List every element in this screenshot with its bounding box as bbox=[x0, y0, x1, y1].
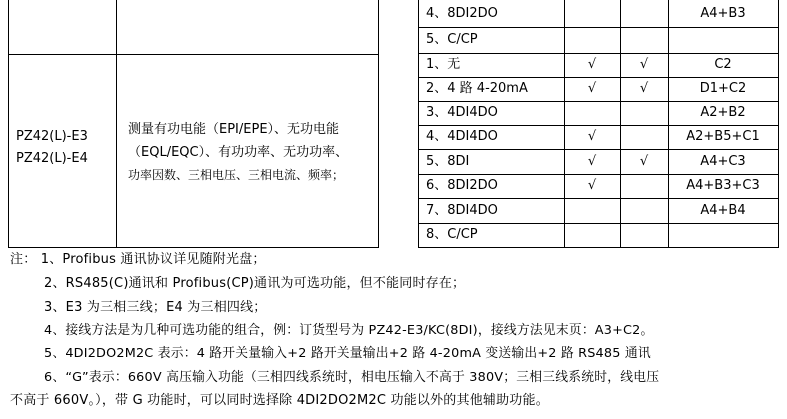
left-table-line bbox=[378, 0, 379, 248]
model-e4: PZ42(L)-E4 bbox=[16, 151, 88, 166]
right-table-line bbox=[418, 0, 419, 248]
check-cell: √ bbox=[587, 154, 597, 169]
right-table-line bbox=[620, 0, 621, 248]
option-cell: 6、8DI2DO bbox=[426, 178, 498, 193]
wiring-cell: A4+B3 bbox=[700, 6, 746, 21]
option-cell: 4、8DI2DO bbox=[426, 6, 498, 21]
right-table-line bbox=[418, 247, 779, 248]
function-description-line: 测量有功电能（EPI/EPE）、无功电能 bbox=[128, 122, 340, 137]
wiring-cell: A4+B3+C3 bbox=[686, 178, 760, 193]
right-table-line bbox=[418, 149, 779, 150]
option-cell: 5、C/CP bbox=[426, 32, 478, 47]
right-table-line bbox=[418, 223, 779, 224]
option-cell: 1、无 bbox=[426, 57, 461, 72]
note-line: 4、接线方法是为几种可选功能的组合，例：订货型号为 PZ42-E3/KC(8DI)，接线方法见末页：A3+C2。 bbox=[44, 323, 654, 338]
wiring-cell: C2 bbox=[714, 57, 732, 72]
option-cell: 8、C/CP bbox=[426, 227, 478, 242]
wiring-cell: A2+B2 bbox=[700, 105, 746, 120]
check-cell: √ bbox=[639, 81, 649, 96]
function-description-line: 功率因数、三相电压、三相电流、频率； bbox=[128, 168, 345, 182]
note-line: 5、4DI2DO2M2C 表示：4 路开关量输入+2 路开关量输出+2 路 4-20mA 变送输出+2 路 RS485 通讯 bbox=[44, 346, 651, 361]
note-line: 3、E3 为三相三线；E4 为三相四线； bbox=[44, 300, 267, 315]
option-cell: 5、8DI bbox=[426, 154, 470, 169]
check-cell: √ bbox=[587, 178, 597, 193]
left-table-line bbox=[116, 0, 117, 248]
left-table-line bbox=[8, 0, 9, 248]
right-table-line bbox=[418, 53, 779, 54]
check-cell: √ bbox=[587, 57, 597, 72]
check-cell: √ bbox=[639, 57, 649, 72]
left-table-line bbox=[8, 54, 378, 55]
right-table-line bbox=[418, 174, 779, 175]
check-cell: √ bbox=[639, 154, 649, 169]
right-table-line bbox=[418, 77, 779, 78]
option-cell: 2、4 路 4-20mA bbox=[426, 81, 528, 96]
right-table-line bbox=[418, 125, 779, 126]
option-cell: 3、4DI4DO bbox=[426, 105, 498, 120]
wiring-cell: D1+C2 bbox=[699, 81, 747, 96]
right-table-line bbox=[418, 27, 779, 28]
option-cell: 7、8DI4DO bbox=[426, 203, 498, 218]
right-table-line bbox=[564, 0, 565, 248]
model-e3: PZ42(L)-E3 bbox=[16, 129, 88, 144]
right-table-line bbox=[778, 0, 779, 248]
wiring-cell: A2+B5+C1 bbox=[686, 129, 760, 144]
left-table-line bbox=[8, 247, 379, 248]
check-cell: √ bbox=[587, 129, 597, 144]
check-cell: √ bbox=[587, 81, 597, 96]
function-description-line: （EQL/EQC）、有功功率、无功功率、 bbox=[128, 145, 349, 160]
wiring-cell: A4+B4 bbox=[700, 203, 746, 218]
right-table-line bbox=[418, 198, 779, 199]
note-line: 2、RS485(C)通讯和 Profibus(CP)通讯为可选功能，但不能同时存在； bbox=[44, 276, 466, 291]
wiring-cell: A4+C3 bbox=[700, 154, 746, 169]
note-line: 不高于 660V。），带 G 功能时，可以同时选择除 4DI2DO2M2C 功能以外的其他辅助功能。 bbox=[10, 393, 549, 408]
right-table-line bbox=[418, 101, 779, 102]
note-line: 6、“G”表示：660V 高压输入功能（三相四线系统时，相电压输入不高于 380V；三相三线系统时，线电压 bbox=[44, 370, 660, 385]
note-line: 注： 1、Profibus 通讯协议详见随附光盘； bbox=[10, 252, 266, 267]
option-cell: 4、4DI4DO bbox=[426, 129, 498, 144]
